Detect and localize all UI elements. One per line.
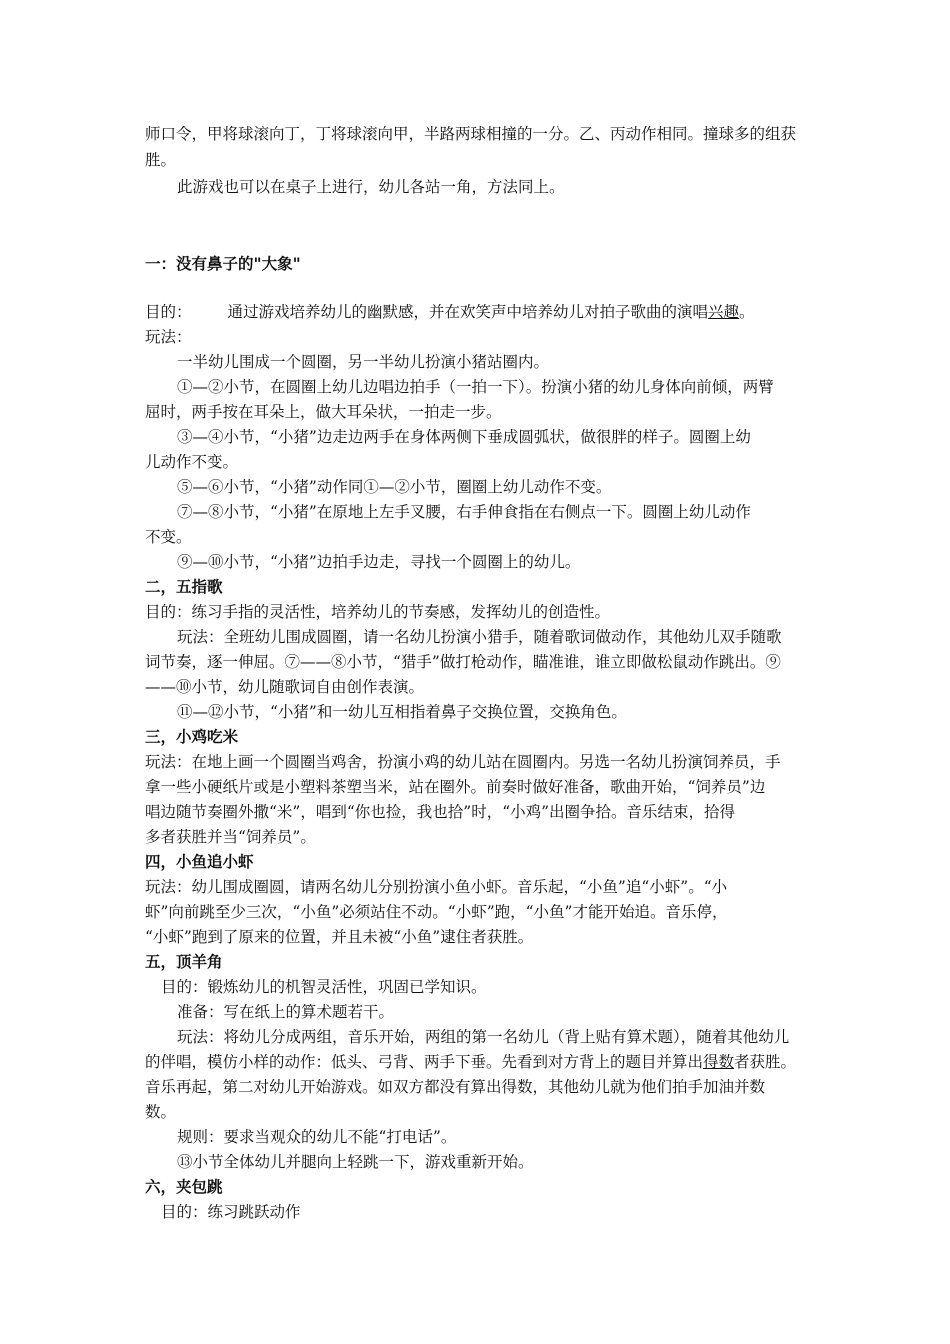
paragraph-line: 词节奏，逐一伸屈。⑦——⑧小节，“猎手”做打枪动作，瞄准谁，谁立即做松鼠动作跳出。⑨ [145, 653, 781, 671]
paragraph-line: 规则：要求当观众的幼儿不能“打电话”。 [177, 1128, 457, 1146]
paragraph-line: 数。 [145, 1103, 177, 1121]
paragraph-line: 一半幼儿围成一个圆圈，另一半幼儿扮演小猪站圈内。 [177, 353, 550, 371]
section-heading: 一：没有鼻子的"大象" [145, 254, 301, 273]
intro-line: 此游戏也可以在桌子上进行，幼儿各站一角，方法同上。 [177, 178, 565, 196]
paragraph-line: 拿一些小硬纸片或是小塑料茶塑当米，站在圈外。前奏时做好准备，歌曲开始，“饲养员”边 [145, 778, 766, 796]
section-heading: 四，小鱼追小虾 [145, 852, 254, 871]
intro-line: 胜。 [145, 151, 177, 169]
goal-line: 目的： 通过游戏培养幼儿的幽默感，并在欢笑声中培养幼儿对拍子歌曲的演唱兴趣。 [145, 303, 755, 321]
paragraph-line: ⑤—⑥小节，“小猪”动作同①—②小节，圈圈上幼儿动作不变。 [177, 478, 612, 496]
goal-label: 目的： [145, 303, 192, 321]
paragraph-line: 屈时，两手按在耳朵上，做大耳朵状，一拍走一步。 [145, 403, 502, 421]
result-link[interactable]: 得数 [703, 1053, 735, 1071]
interest-link[interactable]: 兴趣 [708, 303, 740, 321]
paragraph-line: ⑪—⑫小节，“小猪”和一幼儿互相指着鼻子交换位置，交换角色。 [177, 703, 627, 721]
goal-line: 目的：练习跳跃动作 [161, 1203, 301, 1221]
paragraph-line: 虾”向前跳至少三次，“小鱼”必须站住不动。“小虾”跑，“小鱼”才能开始追。音乐停， [145, 903, 728, 921]
paragraph-line: 音乐再起，第二对幼儿开始游戏。如双方都没有算出得数，其他幼儿就为他们拍手加油并数 [145, 1078, 766, 1096]
intro-line: 师口令，甲将球滚向丁，丁将球滚向甲，半路两球相撞的一分。乙、丙动作相同。撞球多的组获 [145, 125, 797, 143]
paragraph-line: 玩法：将幼儿分成两组，音乐开始，两组的第一名幼儿（背上贴有算术题），随着其他幼儿 [177, 1028, 790, 1046]
paragraph-line: ⑨—⑩小节，“小猪”边拍手边走，寻找一个圆圈上的幼儿。 [177, 553, 581, 571]
paragraph-line: 不变。 [145, 528, 192, 546]
paragraph-line: 儿动作不变。 [145, 453, 239, 471]
paragraph-line: 多者获胜并当“饲养员”。 [145, 828, 316, 846]
goal-line: 目的：锻炼幼儿的机智灵活性，巩固已学知识。 [161, 978, 487, 996]
paragraph-line: 唱边随节奏圈外撒“米”，唱到“你也捡，我也拾”时，“小鸡”出圈争拾。音乐结束，拾得 [145, 803, 736, 821]
paragraph-line: ⑬小节全体幼儿并腿向上轻跳一下，游戏重新开始。 [177, 1153, 534, 1171]
section-heading: 三，小鸡吃米 [145, 727, 239, 746]
play-label: 玩法： [145, 328, 192, 346]
paragraph-line: 玩法：在地上画一个圆圈当鸡舍，扮演小鸡的幼儿站在圆圈内。另选一名幼儿扮演饲养员，手 [145, 753, 781, 771]
paragraph-line: 玩法：全班幼儿围成圆圈，请一名幼儿扮演小猎手，随着歌词做动作，其他幼儿双手随歌 [177, 628, 782, 646]
paragraph-line: 玩法：幼儿围成圈圆，请两名幼儿分别扮演小鱼小虾。音乐起，“小鱼”追“小虾”。“小 [145, 878, 728, 896]
goal-text: 通过游戏培养幼儿的幽默感，并在欢笑声中培养幼儿对拍子歌曲的演唱 [227, 303, 709, 321]
paragraph-line: ⑦—⑧小节，“小猪”在原地上左手叉腰，右手伸食指在右侧点一下。圆圈上幼儿动作 [177, 503, 751, 521]
paragraph-line: ③—④小节，“小猪”边走边两手在身体两侧下垂成圆弧状，做很胖的样子。圆圈上幼 [177, 428, 751, 446]
paragraph-line: 的伴唱，模仿小样的动作：低头、弓背、两手下垂。先看到对方背上的题目并算出得数者获胜。 [145, 1053, 797, 1071]
paragraph-line: ——⑩小节，幼儿随歌词自由创作表演。 [145, 678, 425, 696]
section-heading: 二，五指歌 [145, 577, 223, 596]
section-heading: 五，顶羊角 [145, 952, 223, 971]
goal-line: 目的：练习手指的灵活性，培养幼儿的节奏感，发挥幼儿的创造性。 [145, 603, 611, 621]
paragraph-line: “小虾”跑到了原来的位置，并且未被“小鱼”逮住者获胜。 [145, 928, 534, 946]
paragraph-line: 准备：写在纸上的算术题若干。 [177, 1003, 395, 1021]
section-heading: 六，夹包跳 [145, 1177, 223, 1196]
paragraph-line: ①—②小节，在圆圈上幼儿边唱边拍手（一拍一下）。扮演小猪的幼儿身体向前倾，两臂 [177, 378, 774, 396]
